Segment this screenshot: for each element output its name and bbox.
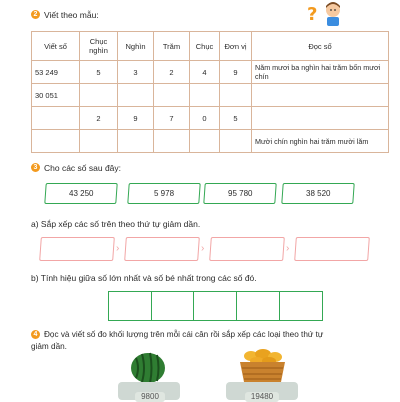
number-card — [203, 183, 276, 204]
table-row — [32, 84, 389, 107]
header-cell: Chục — [190, 32, 220, 61]
grid-cell[interactable] — [236, 291, 280, 321]
watermelon-image — [128, 350, 168, 384]
answer-box[interactable] — [209, 237, 285, 261]
table-cell: 2 — [154, 61, 190, 84]
table-row — [32, 107, 389, 130]
exercise-3-title: Cho các số sau đây: — [44, 163, 122, 173]
exercise-4-title-line1: Đọc và viết số đo khối lượng trên mỗi cái cân rồi sắp xếp các loại theo thứ tự — [44, 330, 324, 339]
table-cell[interactable] — [32, 107, 80, 130]
header-cell: Đọc số — [252, 32, 389, 61]
kid-illustration — [305, 0, 347, 26]
table-cell[interactable] — [252, 107, 389, 130]
number-card-value: 5 978 — [153, 189, 175, 198]
table-cell: 30 051 — [32, 84, 80, 107]
number-card-value: 38 520 — [305, 189, 331, 198]
table-cell[interactable] — [118, 130, 154, 153]
table-cell: 0 — [190, 107, 220, 130]
number-card — [281, 183, 354, 204]
table-cell[interactable] — [32, 130, 80, 153]
answer-box[interactable] — [39, 237, 115, 261]
scale-2-display: 19480 — [245, 392, 279, 402]
table-cell[interactable] — [252, 84, 389, 107]
table-cell[interactable] — [220, 130, 252, 153]
answer-box[interactable] — [124, 237, 200, 261]
table-cell: 3 — [118, 61, 154, 84]
table-cell[interactable] — [190, 130, 220, 153]
table-cell[interactable] — [80, 130, 118, 153]
table-cell: 4 — [190, 61, 220, 84]
header-cell: Đơn vị — [220, 32, 252, 61]
exercise-number-4: 4 — [31, 330, 40, 339]
table-cell[interactable] — [154, 84, 190, 107]
table-cell: 5 — [220, 107, 252, 130]
grid-cell[interactable] — [108, 291, 152, 321]
table-cell: 5 — [80, 61, 118, 84]
arrow-right-icon: › — [201, 243, 205, 254]
exercise-2-title: Viết theo mẫu: — [44, 10, 99, 20]
exercise-4-title-line2: giảm dần. — [31, 342, 67, 351]
scale-1-display: 9800 — [135, 392, 165, 402]
grid-cell[interactable] — [193, 291, 237, 321]
table-row — [32, 130, 389, 153]
answer-box[interactable] — [294, 237, 370, 261]
number-card — [44, 183, 117, 204]
table-cell: 53 249 — [32, 61, 80, 84]
table-cell: Mười chín nghìn hai trăm mười lăm — [252, 130, 389, 153]
exercise-number-3: 3 — [31, 163, 40, 172]
arrow-right-icon: › — [116, 243, 120, 254]
number-card-value: 95 780 — [227, 189, 253, 198]
arrow-right-icon: › — [286, 243, 290, 254]
table-cell[interactable] — [118, 84, 154, 107]
fruit-basket-image — [235, 346, 290, 384]
header-cell: Viết số — [32, 32, 80, 61]
header-cell: Nghìn — [118, 32, 154, 61]
svg-text:?: ? — [307, 4, 318, 25]
table-cell: 9 — [118, 107, 154, 130]
header-cell: Chục nghìn — [80, 32, 118, 61]
part-a-instruction: a) Sắp xếp các số trên theo thứ tự giảm dần. — [31, 219, 201, 229]
place-value-table — [31, 31, 389, 153]
number-card-value: 43 250 — [68, 189, 94, 198]
table-cell: 9 — [220, 61, 252, 84]
table-cell[interactable] — [220, 84, 252, 107]
table-cell[interactable] — [80, 84, 118, 107]
number-card — [127, 183, 200, 204]
part-b-instruction: b) Tính hiệu giữa số lớn nhất và số bé nhất trong các số đó. — [31, 273, 257, 283]
table-cell: 7 — [154, 107, 190, 130]
grid-cell[interactable] — [151, 291, 195, 321]
header-cell: Trăm — [154, 32, 190, 61]
table-row — [32, 61, 389, 84]
grid-cell[interactable] — [279, 291, 323, 321]
calculation-grid — [109, 291, 323, 319]
table-cell: 2 — [80, 107, 118, 130]
table-cell: Năm mươi ba nghìn hai trăm bốn mươi chín — [252, 61, 389, 84]
table-cell[interactable] — [190, 84, 220, 107]
exercise-number-2: 2 — [31, 10, 40, 19]
table-header-row — [32, 32, 389, 61]
table-cell[interactable] — [154, 130, 190, 153]
